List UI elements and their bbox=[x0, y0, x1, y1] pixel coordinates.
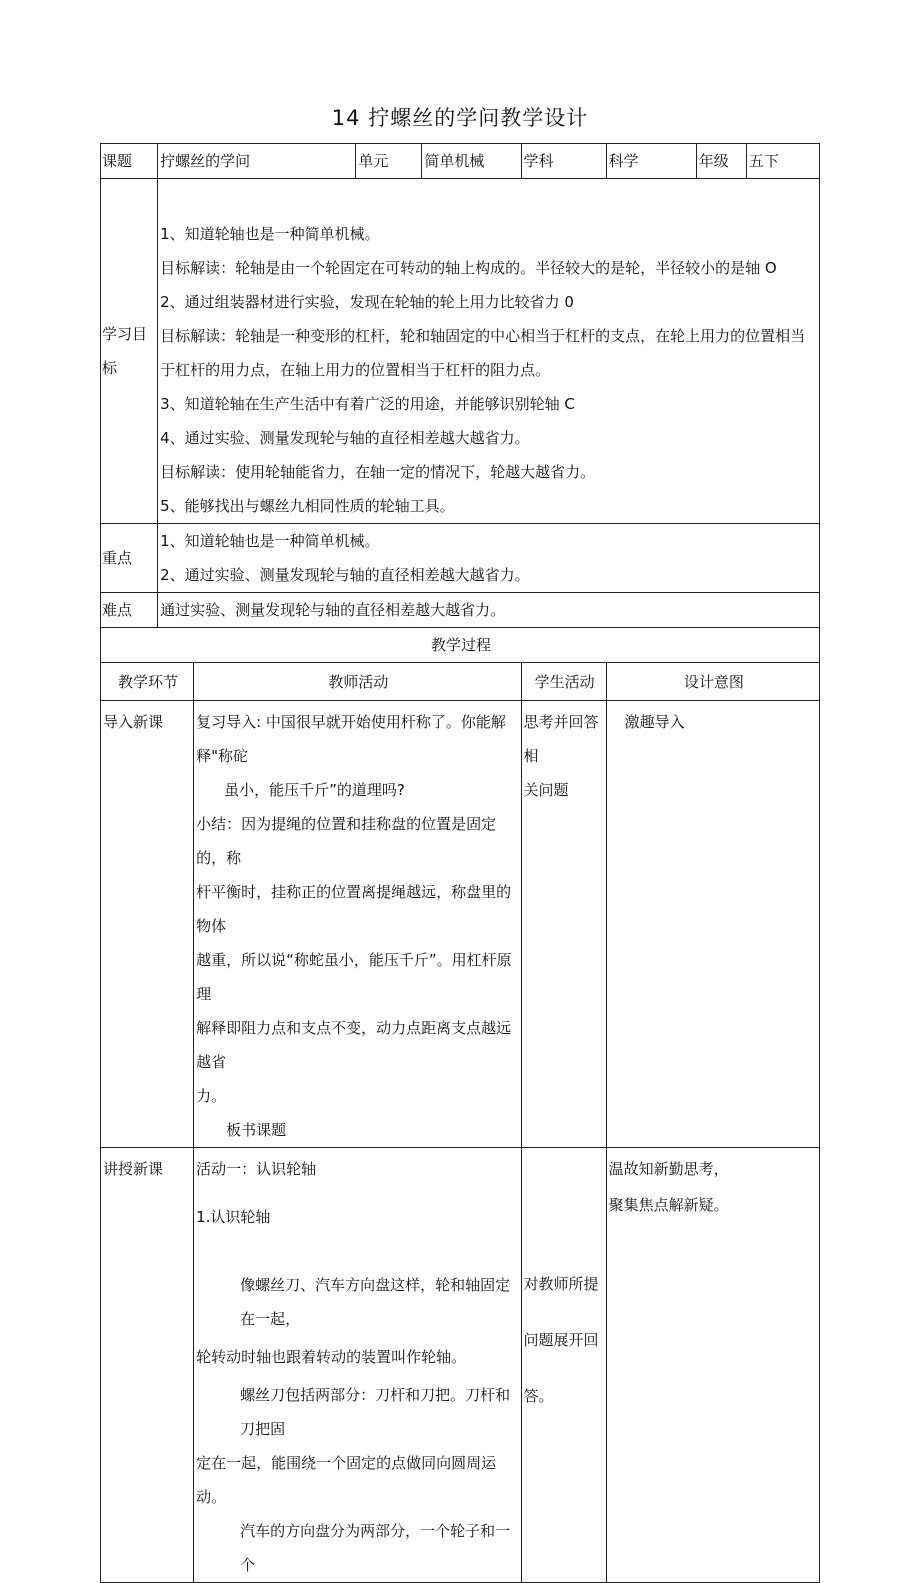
difficulty-row bbox=[101, 593, 820, 628]
objective-line: 2、通过组装器材进行实验，发现在轮轴的轮上用力比较省力 0 bbox=[160, 293, 574, 311]
objective-line: 目标解读：使用轮轴能省力，在轴一定的情况下，轮越大越省力。 bbox=[160, 463, 596, 481]
teacher-line: 解释即阻力点和支点不变，动力点距离支点越远越省 bbox=[196, 1019, 512, 1071]
objective-line: 目标解读：轮轴是一种变形的杠杆，轮和轴固定的中心相当于杠杆的支点，在轮上用力的位置相当于杠杆的用力点，在轴上用力的位置相当于杠杆的阻力点。 bbox=[160, 327, 806, 379]
key-points-row bbox=[101, 524, 820, 593]
process-row-intro bbox=[101, 701, 820, 1148]
teacher-line: 小结：因为提绳的位置和挂称盘的位置是固定的，称 bbox=[196, 815, 497, 867]
stage-cell: 讲授新课 bbox=[101, 1148, 194, 1583]
intent-line: 聚集焦点解新疑。 bbox=[608, 1196, 729, 1214]
teacher-line: 轮转动时轴也跟着转动的装置叫作轮轴。 bbox=[196, 1348, 467, 1366]
objective-line: 目标解读：轮轴是由一个轮固定在可转动的轴上构成的。半径较大的是轮，半径较小的是轴 O bbox=[160, 259, 777, 277]
student-line: 关问题 bbox=[523, 781, 569, 799]
course-info-row bbox=[101, 144, 820, 179]
column-header-stage: 教学环节 bbox=[101, 663, 194, 701]
design-intent-cell bbox=[606, 1148, 819, 1583]
teacher-line: 汽车的方向盘分为两部分，一个轮子和一个 bbox=[240, 1522, 511, 1574]
unit-value: 简单机械 bbox=[422, 144, 521, 179]
student-activity-cell bbox=[521, 1148, 606, 1583]
teacher-line: 板书课题 bbox=[226, 1121, 287, 1139]
lesson-plan-table bbox=[100, 143, 820, 1583]
objective-line: 3、知道轮轴在生产生活中有着广泛的用途，并能够识别轮轴 C bbox=[160, 395, 575, 413]
objectives-label: 学习目标 bbox=[101, 179, 158, 524]
process-header-row bbox=[101, 663, 820, 701]
course-label: 课题 bbox=[101, 144, 158, 179]
process-row-lecture bbox=[101, 1148, 820, 1583]
teacher-line: 力。 bbox=[196, 1087, 227, 1105]
objective-line: 4、通过实验、测量发现轮与轴的直径相差越大越省力。 bbox=[160, 429, 530, 447]
objective-line: 5、能够找出与螺丝九相同性质的轮轴工具。 bbox=[160, 497, 455, 515]
key-points-content bbox=[158, 524, 820, 593]
column-header-teacher: 教师活动 bbox=[194, 663, 521, 701]
key-point-line: 2、通过实验、测量发现轮与轴的直径相差越大越省力。 bbox=[160, 566, 530, 584]
teacher-line: 越重，所以说“称蛇虽小，能压千斤”。用杠杆原理 bbox=[196, 951, 512, 1003]
difficulty-content: 通过实验、测量发现轮与轴的直径相差越大越省力。 bbox=[158, 593, 820, 628]
intent-line: 温故知新勤思考， bbox=[608, 1160, 729, 1178]
teacher-line: 虽小，能压千斤”的道理吗? bbox=[224, 781, 405, 799]
teacher-line: 定在一起，能围绕一个固定的点做同向圆周运动。 bbox=[196, 1454, 497, 1506]
process-title-row bbox=[101, 628, 820, 663]
unit-label: 单元 bbox=[356, 144, 422, 179]
design-intent-cell: 激趣导入 bbox=[606, 701, 819, 1148]
key-point-line: 1、知道轮轴也是一种简单机械。 bbox=[160, 532, 380, 550]
stage-cell: 导入新课 bbox=[101, 701, 194, 1148]
difficulty-label: 难点 bbox=[101, 593, 158, 628]
key-points-label: 重点 bbox=[101, 524, 158, 593]
student-line: 问题展开回 bbox=[523, 1331, 599, 1349]
process-section-title: 教学过程 bbox=[101, 628, 820, 663]
teacher-line: 螺丝刀包括两部分：刀杆和刀把。刀杆和刀把固 bbox=[240, 1386, 511, 1438]
teacher-line: 1.认识轮轴 bbox=[196, 1208, 271, 1226]
grade-value: 五下 bbox=[746, 144, 819, 179]
teacher-line: 杆平衡时，挂称正的位置离提绳越远，称盘里的物体 bbox=[196, 883, 512, 935]
objective-line: 1、知道轮轴也是一种简单机械。 bbox=[160, 225, 380, 243]
subject-value: 科学 bbox=[606, 144, 696, 179]
objectives-row bbox=[101, 179, 820, 524]
subject-label: 学科 bbox=[521, 144, 606, 179]
student-line: 答。 bbox=[523, 1387, 554, 1405]
teacher-line: 活动一：认识轮轴 bbox=[196, 1160, 317, 1178]
grade-label: 年级 bbox=[696, 144, 746, 179]
course-value: 拧螺丝的学问 bbox=[158, 144, 356, 179]
teacher-line: 像螺丝刀、汽车方向盘这样，轮和轴固定在一起， bbox=[240, 1276, 511, 1328]
objectives-content bbox=[158, 179, 820, 524]
teacher-activity-cell bbox=[194, 701, 521, 1148]
student-line: 对教师所提 bbox=[523, 1275, 599, 1293]
document-title: 14 拧螺丝的学问教学设计 bbox=[331, 106, 589, 130]
teacher-line: 复习导入: 中国很早就开始使用杆称了。你能解释"称砣 bbox=[196, 713, 506, 765]
student-line: 思考并回答相 bbox=[523, 713, 599, 765]
teacher-activity-cell bbox=[194, 1148, 521, 1583]
column-header-student: 学生活动 bbox=[521, 663, 606, 701]
student-activity-cell bbox=[521, 701, 606, 1148]
column-header-intent: 设计意图 bbox=[606, 663, 819, 701]
